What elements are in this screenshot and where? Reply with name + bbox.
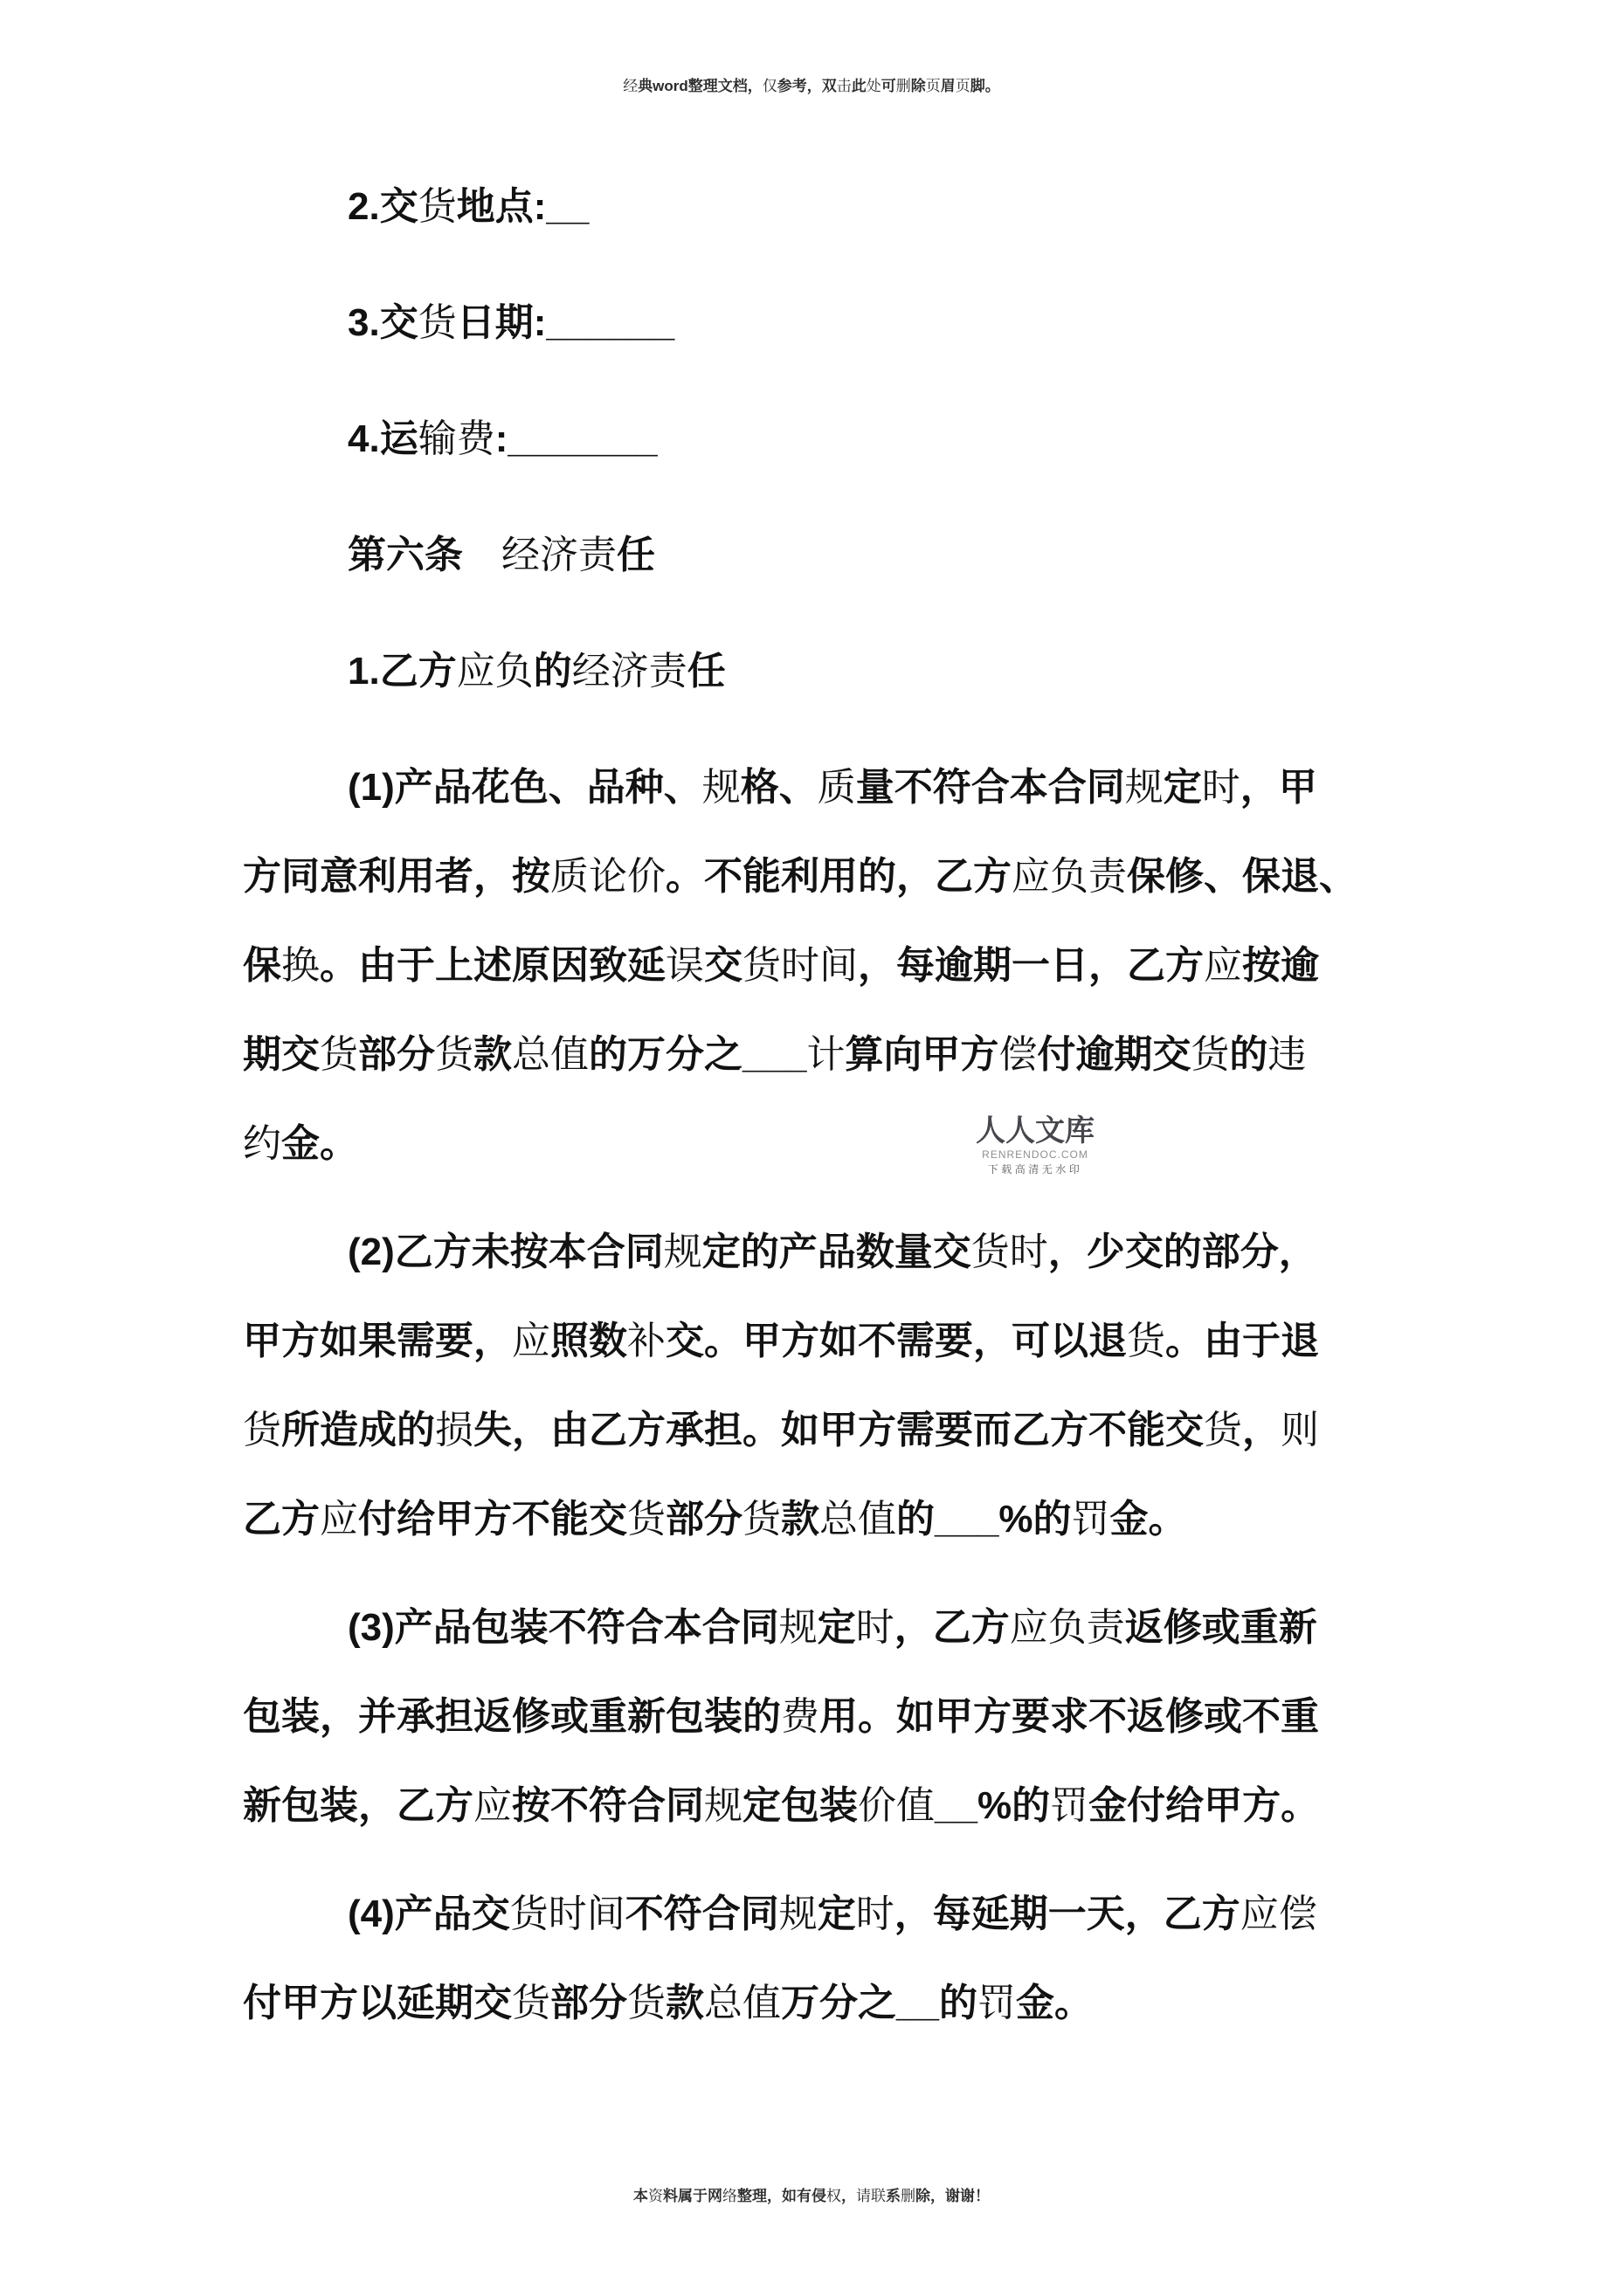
text-line: 期交货部分货款总值的万分之___计算向甲方偿付逾期交货的违 (243, 1033, 1307, 1076)
text-line: 3.交货日期:______ (348, 301, 675, 344)
text-line: 甲方如果需要，应照数补交。甲方如不需要，可以退货。由于退 (243, 1320, 1319, 1362)
paragraph (243, 1583, 1380, 1851)
text-line: 第六条 经济责任 (348, 534, 655, 576)
paragraph (243, 743, 1380, 1189)
paragraph (243, 1208, 1380, 1564)
document-line (243, 279, 1380, 368)
watermark (970, 1116, 1101, 1176)
watermark-tagline: 下载高清无水印 (987, 1163, 1083, 1176)
text-line: 2.交货地点:__ (348, 185, 590, 228)
watermark-logo-text: 人人文库 (976, 1115, 1095, 1148)
document-line (243, 627, 1380, 716)
text-line: 约金。 (243, 1122, 358, 1165)
text-line: 保换。由于上述原因致延误交货时间，每逾期一日，乙方应按逾 (243, 944, 1319, 987)
text-line: 付甲方以延期交货部分货款总值万分之__的罚金。 (243, 1982, 1093, 2024)
text-line: (3)产品包装不符合本合同规定时，乙方应负责返修或重新 (348, 1606, 1317, 1649)
paragraph (243, 1870, 1380, 2048)
document-line (243, 395, 1380, 484)
text-line: 新包装，乙方应按不符合同规定包装价值__%的罚金付给甲方。 (243, 1784, 1320, 1827)
text-line: 货所造成的损失，由乙方承担。如甲方需要而乙方不能交货，则 (243, 1409, 1319, 1451)
text-line: 包装，并承担返修或重新包装的费用。如甲方要求不返修或不重 (243, 1695, 1319, 1738)
watermark-domain: RENRENDOC.COM (982, 1148, 1088, 1161)
document-line (243, 511, 1380, 600)
document-line (243, 162, 1380, 252)
text-line: 4.运输费:_______ (348, 417, 658, 460)
text-line: (4)产品交货时间不符合同规定时，每延期一天，乙方应偿 (348, 1893, 1317, 1935)
text-line: 1.乙方应负的经济责任 (348, 650, 726, 693)
text-line: 方同意利用者，按质论价。不能利用的，乙方应负责保修、保退、 (243, 855, 1357, 898)
text-line: 乙方应付给甲方不能交货部分货款总值的___%的罚金。 (243, 1498, 1187, 1541)
page-footer-note: 本资料属于网络整理，如有侵权，请联系删除，谢谢！ (633, 2188, 990, 2204)
text-line: (2)乙方未按本合同规定的产品数量交货时，少交的部分， (348, 1231, 1317, 1273)
document-body (243, 162, 1380, 2067)
text-line: (1)产品花色、品种、规格、质量不符合本合同规定时，甲 (348, 766, 1317, 809)
page-header-note: 经典word整理文档，仅参考，双击此处可删除页眉页脚。 (623, 78, 1000, 94)
